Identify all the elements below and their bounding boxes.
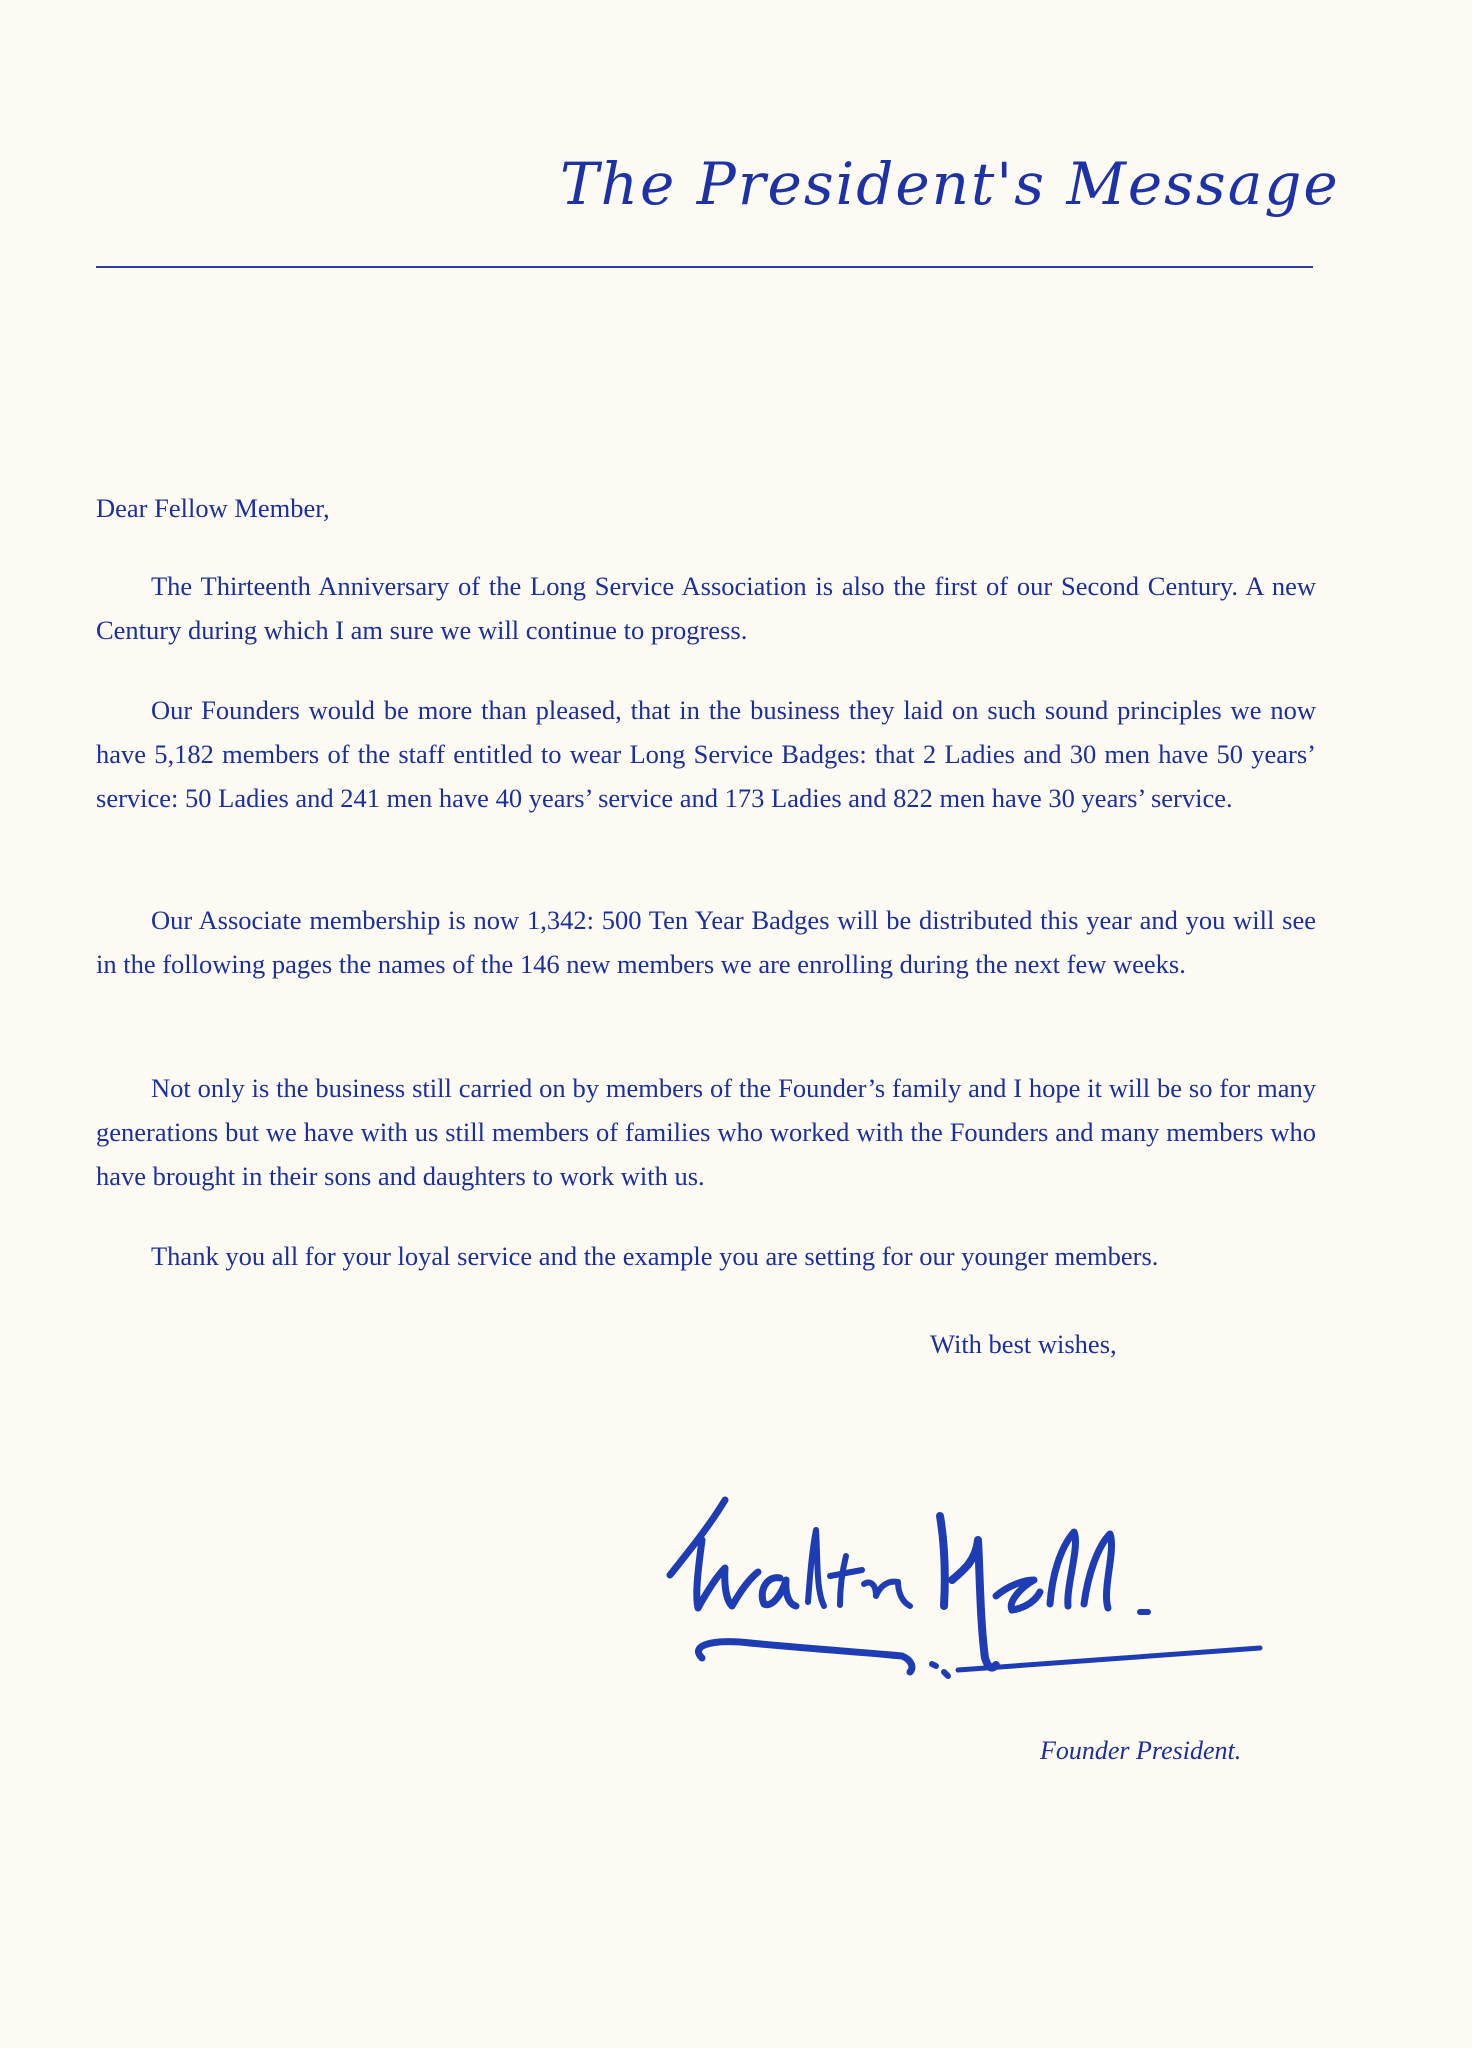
closing: With best wishes,: [930, 1329, 1117, 1359]
signature-icon: [640, 1480, 1280, 1700]
paragraph-founders: Our Founders would be more than pleased, that in the business they laid on such sound principles we now have 5,182 members of the staff entitled to wear Long Service Badges: that 2 Ladies and 30 men have 50 years’ service: 50 Ladies and 241 men have 40 years’ service and 173 Ladies and 822 men have 30 years’ service.: [96, 695, 1316, 813]
signatory-role: Founder President.: [1040, 1736, 1242, 1765]
salutation: Dear Fellow Member,: [96, 493, 330, 523]
paragraph-thanks: Thank you all for your loyal service and the example you are setting for our younger members.: [151, 1241, 1159, 1271]
signature: [640, 1480, 1280, 1700]
paragraph-family: Not only is the business still carried on by members of the Founder’s family and I hope it will be so for many generations but we have with us still members of families who worked with the Founders and many members who have brought in their sons and daughters to work with us.: [96, 1073, 1316, 1191]
paragraph-anniversary: The Thirteenth Anniversary of the Long Service Association is also the first of our Second Century. A new Century during which I am sure we will continue to progress.: [96, 571, 1316, 645]
paragraph-associate-membership: Our Associate membership is now 1,342: 500 Ten Year Badges will be distributed this year and you will see in the following pages the names of the 146 new members we are enrolling during the next few weeks.: [96, 905, 1316, 979]
title-divider: [96, 266, 1313, 268]
page-title: The President's Message: [560, 150, 1340, 218]
